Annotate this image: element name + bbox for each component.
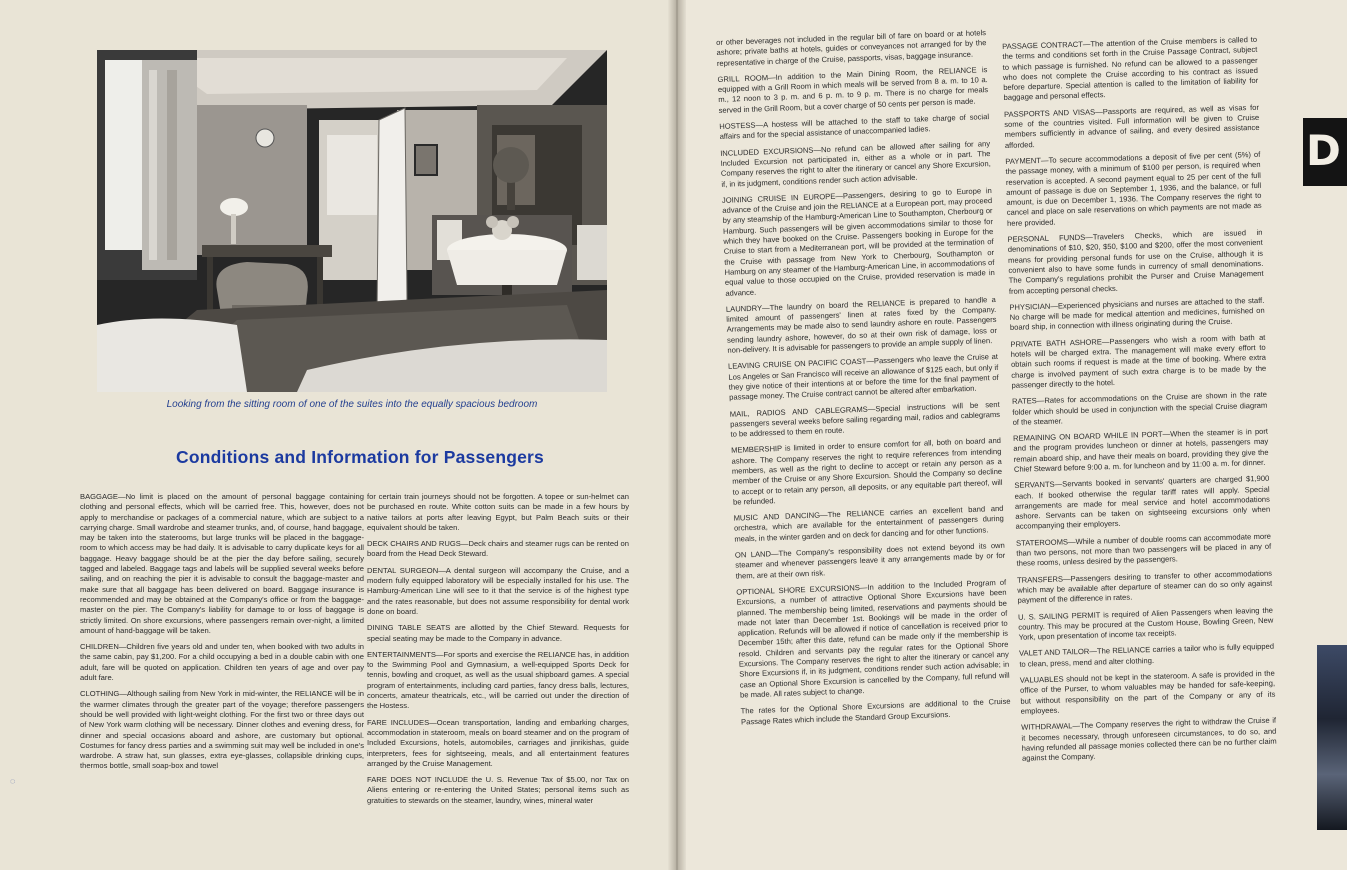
paragraph-leaving-cruise: LEAVING CRUISE ON PACIFIC COAST—Passengers who leave the Cruise at Los Angeles or San Francisco will receive an allowance of $125 each, but only if they give notice of their intentions at or before the time for the final payment of passage money. The Cruise contract cannot be altered after embarkation. [727, 352, 999, 402]
paragraph-rates: RATES—Rates for accommodations on the Cruise are shown in the rate folder which should be used in conjunction with the special Cruise diagram of the steamer. [1011, 389, 1268, 427]
paragraph-on-land: ON LAND—The Company's responsibility does not extend beyond its own steamer and whenever passengers leave it any arrangements made by or for them, are at their own risk. [734, 540, 1006, 581]
paragraph-valet-tailor: VALET AND TAILOR—The RELIANCE carries a tailor who is fully equipped to clean, press, mend and alter clothing. [1018, 642, 1275, 669]
paragraph-optional-excursions: OPTIONAL SHORE EXCURSIONS—In addition to the Included Program of Excursions, a number of attractive Optional Shore Excursions have been planned. The membership being limited, reservations and payments should be made not later than December 1st. Bookings will be made in the order of application. Refunds will be allowed if notice of cancellation is received prior to December 15th; after this date, refund can be made only if the membership is resold. Children and servants pay the regular rates for the Optional Shore Excursions. The Company reserves the right to alter the itinerary or cancel any Shore Excursions if, in its judgment, conditions render such action advisable; in case an Optional Shore Excursion is cancelled by the Company, full refund will be made. All rates subject to change. [736, 577, 1010, 700]
paragraph-sailing-permit: U. S. SAILING PERMIT is required of Alien Passengers when leaving the country. This may be procured at the Custom House, Bowling Green, New York, upon presentation of income tax receipts. [1017, 605, 1274, 642]
paragraph-personal-funds: PERSONAL FUNDS—Travelers Checks, which are issued in denominations of $10, $20, $50, $100 and $200, offer the most convenient means for providing personal funds for use on the Cruise, although it is convenient also to have some funds in currency of small denominations. The Company's regulations prohibit the Purser and Cruise Management from accepting personal checks. [1007, 227, 1264, 296]
paragraph-transfers: TRANSFERS—Passengers desiring to transfer to other accommodations which may be available after departure of steamer can do so only against payment of the difference in rates. [1016, 568, 1273, 606]
section-index-letter: D [1306, 126, 1341, 175]
paragraph-entertainments: ENTERTAINMENTS—For sports and exercise the RELIANCE has, in addition to the Swimming Pool and Gymnasium, a well-equipped Sports Deck for tennis, bowling and croquet, as well as the usual shipboard games. A special program of entertainments, including card parties, fancy dress balls, lectures, concerts, amateur theatricals, etc., will be carried out under the direction of the Hostess. [367, 649, 629, 711]
paragraph-fare-not-include: FARE DOES NOT INCLUDE the U. S. Revenue Tax of $5.00, nor Tax on Aliens entering or re-entering the United States; personal items such as gratuities to stewards on the steamer, laundry, wines, mineral water [367, 775, 629, 805]
book-gutter [668, 0, 686, 870]
paragraph-baggage: BAGGAGE—No limit is placed on the amount of personal baggage containing clothing and personal effects, which will be carried free. This, however, does not apply to merchandise or packages of a commercial nature, which are subject to a carrying charge. Small wardrobe and steamer trunks, and, of course, hand baggage, may be taken into the staterooms, but large trunks will be placed in the baggage-room to which access may be had daily. It is advisable to carry duplicate keys for all baggage. Heavy baggage should be at the pier the day before sailing, securely tagged and labeled. Baggage tags and labels will be supplied several weeks before sailing, and on reaching the pier it is advisable to consult the baggage-master and make sure that all baggage has been delivered on board. Baggage insurance is recommended and may be obtained at the Company's office or from the baggage-master on the pier. The Company's liability for damage to or loss of baggage is strictly limited. On shore excursions, where passengers remain over-night, a limited amount of hand-baggage will be taken. [80, 492, 364, 635]
paragraph-clothing: CLOTHING—Although sailing from New York in mid-winter, the RELIANCE will be in the warmer climates through the greater part of the voyage; therefore passengers should be well provided with light-weight clothing. For the first two or three days out of New York warm clothing will be necessary. Dinner clothes and evening dress, for dinner and special occasions aboard and ashore, are customary but optional. Costumes for fancy dress parties and a swimming suit may well be included in one's wardrobe. A straw hat, sun glasses, extra eye-glasses, collapsible drinking cups, thermos bottle, small soap-box and towel [80, 689, 364, 771]
paragraph-withdrawal: WITHDRAWAL—The Company reserves the right to withdraw the Cruise if it becomes necessary, through unforeseen circumstances, to do so, and having refunded all passage monies collected there can be no further claim against the Company. [1021, 715, 1277, 763]
paragraph-valuables: VALUABLES should not be kept in the stateroom. A safe is provided in the office of the Purser, to whom valuables may be handed for safe-keeping, but without responsibility on the part of the Company or any of its employees. [1019, 668, 1276, 716]
paragraph-grill-room: GRILL ROOM—In addition to the Main Dining Room, the RELIANCE is equipped with a Grill Room in which meals will be served from 8 a. m. to 10 a. m., 12 noon to 3 p. m. and 6 p. m. to 9 p. m. There is no charge for meals served in the Grill Room, but a cover charge of 50 cents per person is made. [717, 64, 989, 115]
paragraph-servants: SERVANTS—Servants booked in servants' quarters are charged $1,900 each. If booked otherwise the regular tariff rates will apply. Special arrangements are made for meal service and hotel accommodations ashore. Servants can be taken on sightseeing excursions only when accompanying their employers. [1014, 473, 1271, 532]
page-corner-mark: ◌ [10, 776, 16, 786]
paragraph-included-excursions: INCLUDED EXCURSIONS—No refund can be allowed after sailing for any Included Excursion not participated in, either as a whole or in part. The Company reserves the right to alter the itinerary or cancel any Shore Excursion, if, in its judgment, conditions render such action advisable. [720, 138, 991, 189]
paragraph-hostess: HOSTESS—A hostess will be attached to the staff to take charge of social affairs and for the special assistance of unaccompanied ladies. [719, 112, 990, 142]
paragraph-staterooms: STATEROOMS—While a number of double rooms can accommodate more than two persons, not more than two passengers will be placed in any of these rooms, unless desired by the passengers. [1015, 531, 1272, 569]
suite-interior-image [97, 50, 607, 392]
paragraph-passports: PASSPORTS AND VISAS—Passports are required, as well as visas for some of the countries visited. Full information will be given to Cruise members sufficiently in advance of sailing, and every desired assistance afforded. [1003, 102, 1260, 150]
paragraph-dining-seats: DINING TABLE SEATS are allotted by the Chief Steward. Requests for special seating may be made to the Company in advance. [367, 623, 629, 643]
suite-photograph [97, 50, 607, 392]
text-column-1 [80, 492, 364, 778]
paragraph-remaining-on-board: REMAINING ON BOARD WHILE IN PORT—When the steamer is in port and the program provides luncheon or dinner at hotels, passengers may remain aboard ship, and have their meals on board, providing they give the Chief Steward before 9:00 a. m. for luncheon and by 11:00 a. m. for dinner. [1012, 426, 1269, 474]
text-column-3 [716, 28, 1011, 733]
paragraph-clothing-cont: for certain train journeys should not be forgotten. A topee or sun-helmet can be purchased en route. White cotton suits can be made in a few hours by native tailors at ports after leaving Egypt, but Palm Beach suits or their equivalent should be taken. [367, 492, 629, 532]
text-column-4 [1002, 35, 1277, 770]
paragraph-beverages-cont: or other beverages not included in the regular bill of fare on board or at hotels ashore; private baths at hotels, guides or conveyances not arranged for by the representative in charge of the Cruise, passports, visas, baggage insurance. [716, 28, 987, 68]
paragraph-passage-contract: PASSAGE CONTRACT—The attention of the Cruise members is called to the terms and conditions set forth in the Cruise Passage Contract, subject to which passage is furnished. No refund can be allowed to a passenger who does not complete the Cruise according to his contract as issued before departure. Special attention is called to the limitation of liability for baggage and personal effects. [1002, 34, 1259, 103]
paragraph-children: CHILDREN—Children five years old and under ten, when booked with two adults in the same cabin, pay $1,200. For a child occupying a bed in a double cabin with one adult, fare will be quoted on application. Children ten years of age and over pay adult fare. [80, 642, 364, 683]
paragraph-physician: PHYSICIAN—Experienced physicians and nurses are attached to the staff. No charge will be made for medical attention and medicines, furnished on board ship, in connection with illness originating during the Cruise. [1009, 295, 1265, 333]
page-title: Conditions and Information for Passengers [176, 447, 544, 467]
paragraph-fare-includes: FARE INCLUDES—Ocean transportation, landing and embarking charges, accommodation in stateroom, meals on board steamer and on the program of Included Excursions, hotels, automobiles, carriages and jinrikishas, guide interpreters, fees for sightseeing, meals, and all entertainment features arranged by the Cruise Management. [367, 717, 629, 768]
paragraph-private-bath: PRIVATE BATH ASHORE—Passengers who wish a room with bath at hotels will be charged extra. The management will make every effort to obtain such rooms if request is made at the time of booking. Where extra charge is involved payment of such extra charge is to be made by the passenger directly to the hotel. [1010, 332, 1267, 390]
paragraph-laundry: LAUNDRY—The laundry on board the RELIANCE is prepared to handle a limited amount of passengers' linen at rates fixed by the Company. Arrangements may be made also to send laundry ashore en route. Passengers sending laundry ashore, however, do so at their own risk of damage, loss or non-delivery. It is advisable for passengers to provide an ample supply of linen. [725, 294, 998, 355]
paragraph-deck-chairs: DECK CHAIRS AND RUGS—Deck chairs and steamer rugs can be rented on board from the Head Deck Steward. [367, 539, 629, 559]
next-page-edge [1317, 645, 1347, 830]
text-column-2 [367, 492, 629, 812]
paragraph-mail-radios: MAIL, RADIOS AND CABLEGRAMS—Special instructions will be sent passengers several weeks before sailing regarding mail, radios and cablegrams to be addressed to them en route. [729, 399, 1001, 439]
paragraph-payment: PAYMENT—To secure accommodations a deposit of five per cent (5%) of the passage money, with a minimum of $100 per person, is required when reservation is accepted. A second payment equal to 25 per cent of the full amount of passage is due on September 1, 1936, and the balance, or full amount, is due on December 1, 1936. The Company reserves the right to cancel and place on sale reservations on which payments are not made as here provided. [1005, 149, 1262, 228]
paragraph-music-dancing: MUSIC AND DANCING—The RELIANCE carries an excellent band and orchestra, which are available for the entertainment of passengers during meals, in the winter garden and on deck for dancing and for other functions. [733, 503, 1004, 544]
paragraph-dental-surgeon: DENTAL SURGEON—A dental surgeon will accompany the Cruise, and a modern fully equipped laboratory will be especially installed for his use. The Hamburg-American Line will see to it that the service is of the highest type and the rates reasonable, but does not assume responsibility for dental work done on board. [367, 565, 629, 616]
paragraph-joining-cruise: JOINING CRUISE IN EUROPE—Passengers, desiring to go to Europe in advance of the Cruise and join the RELIANCE at a European port, may proceed by any steamship of the Hamburg-American Line to Southampton, Cherbourg or Hamburg. Such passengers will be given accommodations similar to those for which they have booked on the Cruise. Passengers booking in Europe for the Cruise to start from a Mediterranean port, will be provided at the termination of the Cruise with passage from New York to Cherbourg, Southampton or Hamburg on any steamer of the Hamburg-American Line, in accommodations of equal value to those occupied on the Cruise, provided reservation is made in advance. [721, 185, 995, 298]
paragraph-membership: MEMBERSHIP is limited in order to ensure comfort for all, both on board and ashore. The Company reserves the right to require references from intending members, as well as the right to decline to accept or retain any person as a member of the Cruise or any Shore Excursion. Should the Company so decline to accept or to retain any person, all deposits, or any equitable part thereof, will be refunded. [730, 436, 1003, 507]
photo-caption: Looking from the sitting room of one of the suites into the equally spacious bedroom [166, 399, 538, 410]
paragraph-optional-rates: The rates for the Optional Shore Excursions are additional to the Cruise Passage Rates which include the Standard Group Excursions. [740, 696, 1011, 727]
